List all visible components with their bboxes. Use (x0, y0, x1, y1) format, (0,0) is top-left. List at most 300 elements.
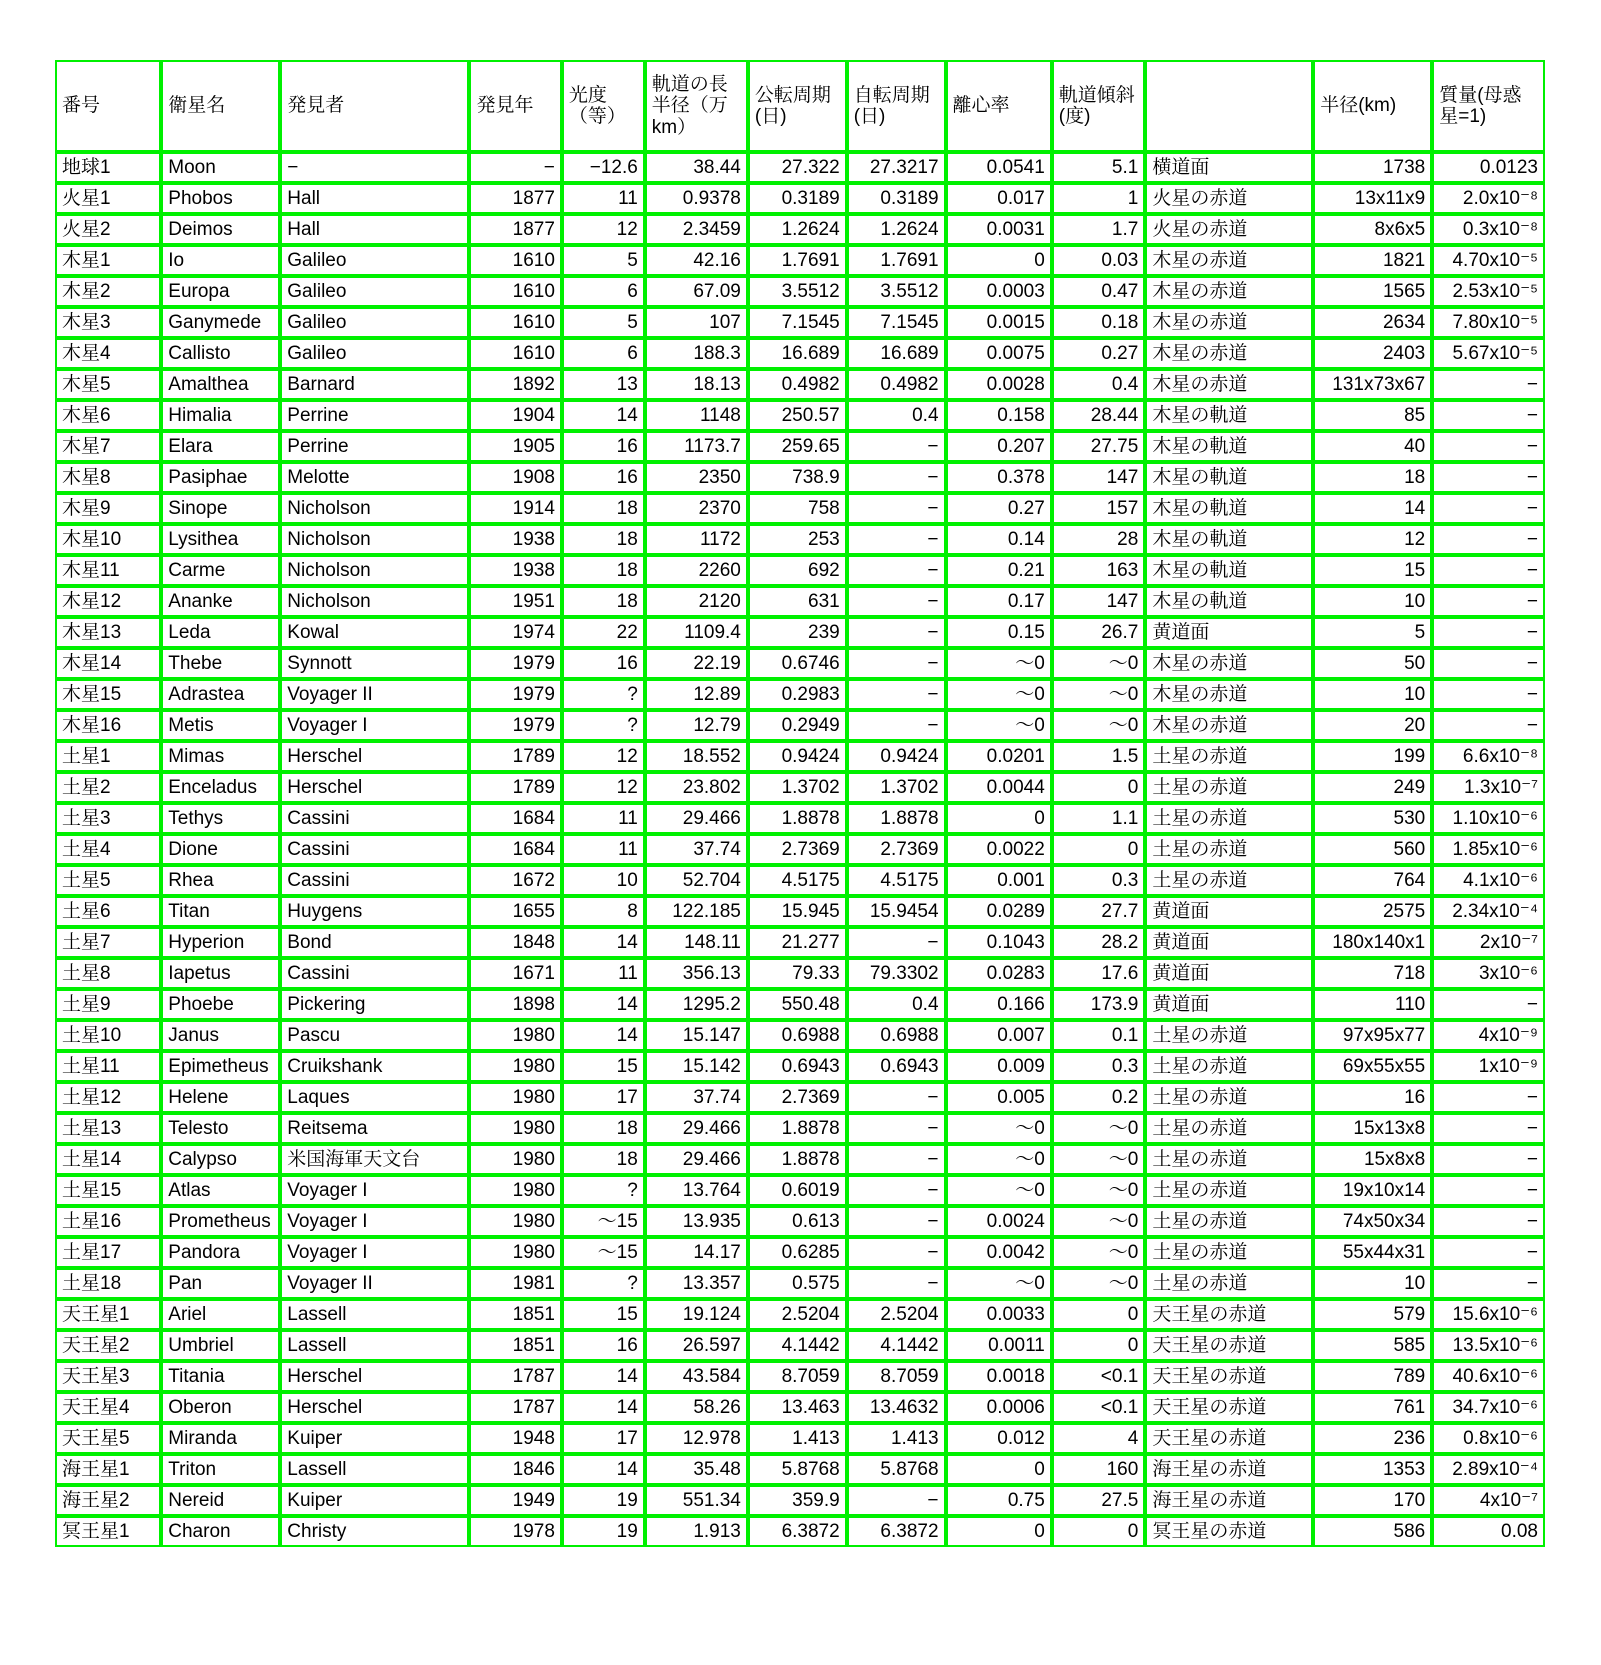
table-cell: 木星の赤道 (1145, 338, 1313, 369)
table-cell: 27.3217 (847, 152, 946, 183)
table-cell: 土星の赤道 (1145, 1206, 1313, 1237)
table-cell: 1.3x10⁻⁷ (1432, 772, 1545, 803)
table-cell: 米国海軍天文台 (280, 1144, 469, 1175)
table-cell: 18 (1313, 462, 1432, 493)
table-cell: 土星の赤道 (1145, 803, 1313, 834)
table-row (55, 617, 1545, 648)
table-cell: 11 (562, 183, 645, 214)
table-cell: 15.945 (748, 896, 847, 927)
table-cell: 黄道面 (1145, 896, 1313, 927)
table-cell: 16 (562, 1330, 645, 1361)
table-cell: 1789 (469, 772, 561, 803)
table-cell: − (1432, 1237, 1545, 1268)
table-cell: 0.4982 (847, 369, 946, 400)
table-cell: 1789 (469, 741, 561, 772)
table-cell: 1898 (469, 989, 561, 1020)
table-cell: 1173.7 (645, 431, 748, 462)
table-cell: 1980 (469, 1144, 561, 1175)
table-cell: 1821 (1313, 245, 1432, 276)
table-cell: 木星の赤道 (1145, 369, 1313, 400)
table-cell: 15.9454 (847, 896, 946, 927)
table-cell: 木星2 (55, 276, 161, 307)
table-cell: 木星の赤道 (1145, 307, 1313, 338)
table-cell: 5 (562, 307, 645, 338)
table-cell: 冥王星1 (55, 1516, 161, 1547)
table-cell: 木星11 (55, 555, 161, 586)
table-cell: 55x44x31 (1313, 1237, 1432, 1268)
table-cell: 8 (562, 896, 645, 927)
table-cell: 13.463 (748, 1392, 847, 1423)
table-cell: 29.466 (645, 1144, 748, 1175)
table-cell: − (847, 1206, 946, 1237)
table-row (55, 1113, 1545, 1144)
table-cell: 4.1442 (847, 1330, 946, 1361)
table-cell: − (847, 555, 946, 586)
table-cell: − (1432, 400, 1545, 431)
table-cell: 23.802 (645, 772, 748, 803)
column-header-eccentricity (946, 60, 1052, 152)
table-cell: Hall (280, 183, 469, 214)
table-cell: 12.79 (645, 710, 748, 741)
table-cell: − (1432, 1206, 1545, 1237)
table-row (55, 214, 1545, 245)
table-cell: Tethys (161, 803, 280, 834)
table-cell: 1353 (1313, 1454, 1432, 1485)
table-cell: 58.26 (645, 1392, 748, 1423)
table-cell: 0.75 (946, 1485, 1052, 1516)
table-cell: Huygens (280, 896, 469, 927)
table-cell: 6 (562, 276, 645, 307)
table-cell: Atlas (161, 1175, 280, 1206)
table-cell: 259.65 (748, 431, 847, 462)
table-cell: 74x50x34 (1313, 1206, 1432, 1237)
table-cell: 0.0018 (946, 1361, 1052, 1392)
table-cell: ? (562, 710, 645, 741)
table-cell: 188.3 (645, 338, 748, 369)
table-cell: 5.1 (1052, 152, 1146, 183)
table-cell: 530 (1313, 803, 1432, 834)
table-cell: Voyager I (280, 710, 469, 741)
table-cell: Nereid (161, 1485, 280, 1516)
table-cell: 5.8768 (748, 1454, 847, 1485)
table-cell: Cruikshank (280, 1051, 469, 1082)
table-cell: 1x10⁻⁹ (1432, 1051, 1545, 1082)
table-cell: Adrastea (161, 679, 280, 710)
table-cell: 1172 (645, 524, 748, 555)
table-cell: 13x11x9 (1313, 183, 1432, 214)
column-header-eccentricity-label: 離心率 (952, 95, 1010, 117)
table-cell: ? (562, 1268, 645, 1299)
table-cell: 黄道面 (1145, 989, 1313, 1020)
table-cell: 18 (562, 524, 645, 555)
table-cell: 253 (748, 524, 847, 555)
table-cell: 1.8878 (847, 803, 946, 834)
table-cell: Oberon (161, 1392, 280, 1423)
table-cell: 0.17 (946, 586, 1052, 617)
table-cell: 27.5 (1052, 1485, 1146, 1516)
table-cell: − (1432, 555, 1545, 586)
table-cell: Kuiper (280, 1485, 469, 1516)
table-cell: 0.47 (1052, 276, 1146, 307)
table-cell: 0.2949 (748, 710, 847, 741)
table-cell: 0.2983 (748, 679, 847, 710)
table-cell: 17 (562, 1423, 645, 1454)
table-cell: 17.6 (1052, 958, 1146, 989)
table-cell: 木星の赤道 (1145, 679, 1313, 710)
table-cell: 4.5175 (847, 865, 946, 896)
table-cell: − (1432, 1144, 1545, 1175)
table-cell: Titan (161, 896, 280, 927)
table-cell: 1892 (469, 369, 561, 400)
table-cell: 木星16 (55, 710, 161, 741)
table-row (55, 555, 1545, 586)
table-cell: 1.5 (1052, 741, 1146, 772)
table-cell: 15 (562, 1299, 645, 1330)
table-cell: 122.185 (645, 896, 748, 927)
table-cell: 18.552 (645, 741, 748, 772)
table-cell: 天王星の赤道 (1145, 1392, 1313, 1423)
table-cell: 天王星5 (55, 1423, 161, 1454)
table-cell: 0.0024 (946, 1206, 1052, 1237)
table-cell: 0.27 (1052, 338, 1146, 369)
table-cell: 木星の軌道 (1145, 431, 1313, 462)
table-cell: Voyager I (280, 1237, 469, 1268)
table-cell: Triton (161, 1454, 280, 1485)
table-cell: 5 (1313, 617, 1432, 648)
table-cell: 1979 (469, 679, 561, 710)
table-cell: 18 (562, 1144, 645, 1175)
table-cell: − (847, 617, 946, 648)
table-row (55, 1082, 1545, 1113)
table-cell: 1.3702 (748, 772, 847, 803)
table-cell: 0.1 (1052, 1020, 1146, 1051)
table-cell: 0.2 (1052, 1082, 1146, 1113)
table-cell: Cassini (280, 803, 469, 834)
table-cell: 4.70x10⁻⁵ (1432, 245, 1545, 276)
table-cell: 〜0 (1052, 1113, 1146, 1144)
table-cell: Herschel (280, 1392, 469, 1423)
table-cell: 木星の赤道 (1145, 648, 1313, 679)
table-cell: 土星の赤道 (1145, 741, 1313, 772)
table-cell: <0.1 (1052, 1361, 1146, 1392)
table-cell: 1610 (469, 338, 561, 369)
table-cell: 0.0006 (946, 1392, 1052, 1423)
table-cell: − (847, 1485, 946, 1516)
table-cell: Telesto (161, 1113, 280, 1144)
table-cell: 0.166 (946, 989, 1052, 1020)
table-cell: 14 (562, 400, 645, 431)
table-cell: 0 (946, 803, 1052, 834)
column-header-discoverer (280, 60, 469, 152)
table-cell: 0.0015 (946, 307, 1052, 338)
table-cell: 148.11 (645, 927, 748, 958)
table-cell: 0.9424 (847, 741, 946, 772)
table-cell: Nicholson (280, 586, 469, 617)
table-cell: 69x55x55 (1313, 1051, 1432, 1082)
table-cell: 1914 (469, 493, 561, 524)
table-cell: 1980 (469, 1175, 561, 1206)
table-cell: 85 (1313, 400, 1432, 431)
table-cell: 19 (562, 1485, 645, 1516)
table-cell: 2.7369 (748, 834, 847, 865)
table-cell: 0.0022 (946, 834, 1052, 865)
table-cell: 〜0 (1052, 1175, 1146, 1206)
table-cell: 18 (562, 493, 645, 524)
table-cell: 2634 (1313, 307, 1432, 338)
table-cell: Cassini (280, 834, 469, 865)
table-cell: 579 (1313, 1299, 1432, 1330)
table-cell: 26.597 (645, 1330, 748, 1361)
table-cell: − (847, 524, 946, 555)
table-cell: 〜0 (946, 1144, 1052, 1175)
table-cell: 2.89x10⁻⁴ (1432, 1454, 1545, 1485)
table-cell: 0.017 (946, 183, 1052, 214)
table-cell: 土星の赤道 (1145, 1020, 1313, 1051)
table-cell: 2370 (645, 493, 748, 524)
column-header-number-label: 番号 (62, 95, 101, 117)
table-cell: 19 (562, 1516, 645, 1547)
table-cell: 28 (1052, 524, 1146, 555)
table-cell: Perrine (280, 400, 469, 431)
table-cell: 107 (645, 307, 748, 338)
table-cell: 木星7 (55, 431, 161, 462)
table-cell: 1671 (469, 958, 561, 989)
table-row (55, 183, 1545, 214)
table-cell: 0.9424 (748, 741, 847, 772)
table-cell: − (1432, 524, 1545, 555)
table-cell: Reitsema (280, 1113, 469, 1144)
table-cell: 13.5x10⁻⁶ (1432, 1330, 1545, 1361)
table-cell: 0 (946, 245, 1052, 276)
table-cell: Perrine (280, 431, 469, 462)
table-cell: 5.67x10⁻⁵ (1432, 338, 1545, 369)
table-cell: 黄道面 (1145, 617, 1313, 648)
table-cell: − (847, 710, 946, 741)
table-cell: 97x95x77 (1313, 1020, 1432, 1051)
table-cell: 1980 (469, 1113, 561, 1144)
table-cell: Mimas (161, 741, 280, 772)
table-cell: Deimos (161, 214, 280, 245)
table-row (55, 1299, 1545, 1330)
satellite-data-table (55, 60, 1545, 1547)
table-cell: 土星18 (55, 1268, 161, 1299)
table-cell: 147 (1052, 586, 1146, 617)
column-header-rotation-period (847, 60, 946, 152)
table-cell: 2.3459 (645, 214, 748, 245)
table-cell: − (847, 1175, 946, 1206)
table-cell: 0.158 (946, 400, 1052, 431)
table-cell: 木星15 (55, 679, 161, 710)
table-cell: 14 (562, 927, 645, 958)
table-cell: 〜15 (562, 1237, 645, 1268)
column-header-discoverer-label: 発見者 (287, 95, 345, 117)
table-cell: 0 (1052, 1330, 1146, 1361)
table-cell: Thebe (161, 648, 280, 679)
table-cell: 0.6943 (847, 1051, 946, 1082)
table-cell: 0.207 (946, 431, 1052, 462)
table-cell: 11 (562, 958, 645, 989)
table-cell: 〜0 (1052, 648, 1146, 679)
table-row (55, 586, 1545, 617)
table-row (55, 803, 1545, 834)
table-cell: 地球1 (55, 152, 161, 183)
table-cell: 〜0 (946, 679, 1052, 710)
table-row (55, 865, 1545, 896)
table-cell: − (847, 431, 946, 462)
table-cell: 0.08 (1432, 1516, 1545, 1547)
table-cell: Synnott (280, 648, 469, 679)
table-cell: Pasiphae (161, 462, 280, 493)
table-cell: 土星10 (55, 1020, 161, 1051)
table-cell: 163 (1052, 555, 1146, 586)
table-cell: 0.378 (946, 462, 1052, 493)
table-cell: Moon (161, 152, 280, 183)
table-cell: 0.4 (847, 989, 946, 1020)
table-cell: 木星の赤道 (1145, 710, 1313, 741)
table-cell: 〜0 (946, 710, 1052, 741)
table-cell: 180x140x1 (1313, 927, 1432, 958)
table-cell: 土星の赤道 (1145, 1237, 1313, 1268)
column-header-semimajor-axis (645, 60, 748, 152)
table-cell: 0.001 (946, 865, 1052, 896)
column-header-magnitude-label: 光度（等） (568, 84, 626, 127)
table-cell: 1981 (469, 1268, 561, 1299)
table-cell: 木星の軌道 (1145, 462, 1313, 493)
table-cell: 木星の軌道 (1145, 493, 1313, 524)
table-cell: 40.6x10⁻⁶ (1432, 1361, 1545, 1392)
table-cell: 1938 (469, 555, 561, 586)
table-cell: 土星16 (55, 1206, 161, 1237)
table-cell: 1738 (1313, 152, 1432, 183)
table-cell: Leda (161, 617, 280, 648)
table-row (55, 369, 1545, 400)
table-cell: Enceladus (161, 772, 280, 803)
table-cell: 0.3x10⁻⁸ (1432, 214, 1545, 245)
table-cell: 718 (1313, 958, 1432, 989)
table-row (55, 493, 1545, 524)
table-cell: 黄道面 (1145, 958, 1313, 989)
table-cell: Prometheus (161, 1206, 280, 1237)
table-cell: 火星の赤道 (1145, 183, 1313, 214)
table-cell: Himalia (161, 400, 280, 431)
table-cell: 28.2 (1052, 927, 1146, 958)
table-row (55, 1051, 1545, 1082)
table-cell: − (1432, 369, 1545, 400)
table-cell: Lassell (280, 1299, 469, 1330)
table-cell: 2350 (645, 462, 748, 493)
table-cell: 789 (1313, 1361, 1432, 1392)
table-cell: 560 (1313, 834, 1432, 865)
table-cell: 13 (562, 369, 645, 400)
table-cell: Lassell (280, 1454, 469, 1485)
table-cell: Phobos (161, 183, 280, 214)
table-cell: 15 (1313, 555, 1432, 586)
table-cell: 土星1 (55, 741, 161, 772)
table-cell: 1905 (469, 431, 561, 462)
table-cell: 土星14 (55, 1144, 161, 1175)
table-cell: 1980 (469, 1206, 561, 1237)
table-cell: 550.48 (748, 989, 847, 1020)
table-cell: 0.3 (1052, 865, 1146, 896)
table-cell: 7.80x10⁻⁵ (1432, 307, 1545, 338)
table-cell: Hyperion (161, 927, 280, 958)
table-cell: Herschel (280, 741, 469, 772)
column-header-mass-label: 質量(母惑星=1) (1439, 84, 1522, 127)
table-row (55, 400, 1545, 431)
table-row (55, 462, 1545, 493)
table-cell: 586 (1313, 1516, 1432, 1547)
column-header-satellite-name (161, 60, 280, 152)
table-cell: 67.09 (645, 276, 748, 307)
table-cell: 1949 (469, 1485, 561, 1516)
table-cell: Dione (161, 834, 280, 865)
table-cell: Io (161, 245, 280, 276)
table-row (55, 1392, 1545, 1423)
table-cell: 4 (1052, 1423, 1146, 1454)
table-cell: 14 (562, 1361, 645, 1392)
table-cell: ? (562, 679, 645, 710)
table-cell: − (847, 1082, 946, 1113)
table-cell: − (1432, 493, 1545, 524)
table-cell: 16 (562, 431, 645, 462)
table-cell: 37.74 (645, 1082, 748, 1113)
table-cell: 6 (562, 338, 645, 369)
table-cell: 2.5204 (748, 1299, 847, 1330)
table-cell: 79.3302 (847, 958, 946, 989)
table-cell: 2575 (1313, 896, 1432, 927)
table-cell: 692 (748, 555, 847, 586)
table-cell: 4.1x10⁻⁶ (1432, 865, 1545, 896)
table-cell: 13.764 (645, 1175, 748, 1206)
table-cell: − (1432, 648, 1545, 679)
table-cell: − (1432, 1082, 1545, 1113)
table-cell: − (1432, 617, 1545, 648)
table-cell: 0.6988 (847, 1020, 946, 1051)
table-cell: − (847, 462, 946, 493)
table-cell: 0 (946, 1516, 1052, 1547)
table-cell: 1877 (469, 214, 561, 245)
table-row (55, 1144, 1545, 1175)
table-cell: Lysithea (161, 524, 280, 555)
table-cell: 2.0x10⁻⁸ (1432, 183, 1545, 214)
table-cell: 19x10x14 (1313, 1175, 1432, 1206)
table-cell: Herschel (280, 772, 469, 803)
table-cell: 1904 (469, 400, 561, 431)
table-cell: 8x6x5 (1313, 214, 1432, 245)
table-cell: − (847, 1113, 946, 1144)
table-row (55, 834, 1545, 865)
table-row (55, 276, 1545, 307)
table-cell: 天王星の赤道 (1145, 1361, 1313, 1392)
table-row (55, 927, 1545, 958)
table-cell: 0.0201 (946, 741, 1052, 772)
table-cell: 13.4632 (847, 1392, 946, 1423)
table-cell: − (1432, 1268, 1545, 1299)
table-cell: 0.4982 (748, 369, 847, 400)
table-cell: 250.57 (748, 400, 847, 431)
table-cell: 0.6746 (748, 648, 847, 679)
table-cell: 土星11 (55, 1051, 161, 1082)
table-row (55, 1330, 1545, 1361)
table-cell: Elara (161, 431, 280, 462)
table-cell: 海王星の赤道 (1145, 1485, 1313, 1516)
table-row (55, 679, 1545, 710)
table-row (55, 1206, 1545, 1237)
table-cell: 52.704 (645, 865, 748, 896)
table-cell: 29.466 (645, 803, 748, 834)
table-cell: 4.1442 (748, 1330, 847, 1361)
table-cell: 15.147 (645, 1020, 748, 1051)
